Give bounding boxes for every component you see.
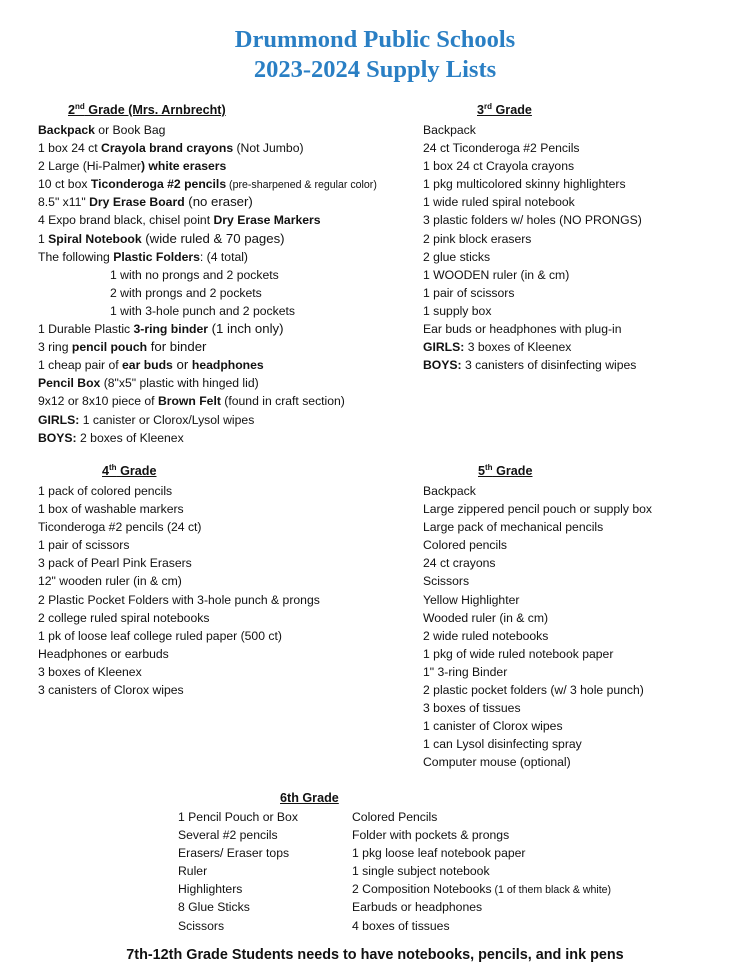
list-item (352, 826, 611, 844)
grade2-list (38, 121, 377, 447)
item-text: Plastic Folders (113, 249, 200, 264)
list-item (38, 320, 377, 338)
list-item (352, 808, 611, 826)
item-text: Spiral Notebook (48, 231, 142, 246)
grade3-heading: 3rd Grade (477, 101, 532, 117)
supply-lists-title: 2023-2024 Supply Lists (253, 56, 497, 83)
item-text: 1 can Lysol disinfecting spray (423, 737, 582, 752)
item-text: 2 glue sticks (423, 249, 491, 264)
item-text: 1 box 24 ct Crayola crayons (423, 159, 575, 174)
grade5-section (423, 482, 652, 772)
list-item (178, 880, 298, 898)
item-text: Ticonderoga #2 pencils (24 ct) (38, 520, 202, 535)
item-text: 1 Pencil Pouch or Box (178, 810, 298, 824)
list-item (178, 844, 298, 862)
item-text: 10 ct box (38, 177, 91, 192)
list-item (423, 681, 652, 699)
district-title: Drummond Public Schools (234, 26, 516, 53)
item-text: 2 Composition Notebooks (352, 882, 492, 897)
item-text: or Book Bag (94, 123, 166, 137)
item-text: Dry Erase Board (89, 195, 185, 210)
item-text: 1 pack of colored pencils (38, 484, 173, 498)
list-item (38, 500, 320, 518)
item-text: 12" wooden ruler (in & cm) (38, 574, 182, 589)
list-item (423, 356, 642, 374)
list-item (38, 121, 377, 139)
list-item (38, 645, 320, 663)
list-item (38, 591, 320, 609)
list-item (423, 302, 642, 320)
item-text: 2 with prongs and 2 pockets (110, 285, 262, 300)
list-item (38, 356, 377, 374)
list-item (38, 627, 320, 645)
grade4-section (38, 482, 320, 699)
grade4-heading: 4th Grade (102, 462, 157, 478)
item-text: ear buds (122, 358, 173, 373)
item-text: 1 supply box (423, 303, 492, 318)
list-item (38, 392, 377, 410)
item-text: 9x12 or 8x10 piece of (38, 394, 158, 409)
item-text: (pre-sharpened & regular color) (226, 179, 377, 192)
item-text: 2 pink block erasers (423, 231, 532, 246)
list-item (423, 518, 652, 536)
list-item (423, 735, 652, 753)
item-text: 4 Expo brand black, chisel point (38, 213, 214, 228)
item-text: 3 canisters of disinfecting wipes (461, 358, 637, 373)
item-text: Folder with pockets & prongs (352, 828, 510, 843)
grade5-list (423, 482, 652, 772)
item-text: 1 pkg of wide ruled notebook paper (423, 646, 614, 661)
item-text: (no eraser) (184, 194, 253, 210)
list-item (423, 536, 652, 554)
item-text: Ruler (178, 864, 208, 879)
item-text: 1 canister or Clorox/Lysol wipes (79, 412, 255, 427)
list-item (38, 518, 320, 536)
item-text: Wooded ruler (in & cm) (423, 610, 549, 625)
item-text: Scissors (423, 574, 470, 589)
list-item (423, 157, 642, 175)
item-text: 1 canister of Clorox wipes (423, 719, 563, 734)
item-text: 1 with 3-hole punch and 2 pockets (110, 303, 295, 318)
item-text: 3 ring (38, 340, 72, 355)
item-text: Backpack (38, 123, 95, 137)
grade6-heading: 6th Grade (280, 791, 339, 805)
item-text: Dry Erase Markers (213, 213, 321, 228)
item-text: Large zippered pencil pouch or supply box (423, 502, 653, 517)
item-text: for binder (147, 339, 207, 355)
list-item (38, 302, 377, 320)
list-item (38, 139, 377, 157)
item-text: 8 Glue Sticks (178, 900, 250, 915)
item-text: Backpack (423, 484, 476, 498)
item-text: 2 Large (Hi-Palmer (38, 159, 141, 174)
list-item (352, 880, 611, 898)
grade5-heading: 5th Grade (478, 462, 533, 478)
item-text: Backpack (423, 123, 476, 137)
item-text: : (4 total) (199, 249, 248, 264)
item-text: 3 canisters of Clorox wipes (38, 683, 184, 698)
item-text: 24 ct Ticonderoga #2 Pencils (423, 141, 580, 156)
item-text: 1 Durable Plastic (38, 322, 134, 337)
item-text: Colored Pencils (352, 810, 438, 824)
list-item (423, 266, 642, 284)
item-text: 24 ct crayons (423, 556, 496, 571)
item-text: 1 box of washable markers (38, 502, 184, 517)
list-item (423, 338, 642, 356)
list-item (38, 572, 320, 590)
list-item (423, 320, 642, 338)
item-text: 1 single subject notebook (352, 864, 490, 879)
item-text: (found in craft section) (220, 394, 345, 409)
item-text: 1 cheap pair of (38, 358, 123, 373)
list-item (423, 121, 642, 139)
list-item (423, 500, 652, 518)
grade2-heading: 2nd Grade (Mrs. Arnbrecht) (68, 101, 226, 117)
list-item (38, 609, 320, 627)
list-item (423, 627, 652, 645)
item-text: 2 wide ruled notebooks (423, 628, 549, 643)
list-item (423, 572, 652, 590)
item-text: (wide ruled & 70 pages) (141, 230, 285, 246)
item-text: 1 wide ruled spiral notebook (423, 195, 575, 210)
list-item (38, 536, 320, 554)
item-text: Colored pencils (423, 538, 508, 553)
item-text: Ear buds or headphones with plug-in (423, 322, 622, 337)
list-item (178, 898, 298, 916)
list-item (38, 429, 377, 447)
item-text: ) white erasers (140, 159, 227, 174)
list-item (38, 157, 377, 175)
item-text: 3 boxes of tissues (423, 701, 521, 716)
list-item (423, 717, 652, 735)
item-text: Highlighters (178, 882, 243, 897)
list-item (38, 175, 377, 193)
item-text: Earbuds or headphones (352, 900, 483, 915)
item-text: Computer mouse (optional) (423, 755, 571, 770)
item-text: 3 boxes of Kleenex (38, 664, 142, 679)
list-item (38, 211, 377, 229)
list-item (352, 898, 611, 916)
upper-grades-note: 7th-12th Grade Students needs to have notebooks, pencils, and ink pens (126, 947, 624, 963)
item-text: 2 college ruled spiral notebooks (38, 610, 210, 625)
list-item (38, 482, 320, 500)
list-item (352, 917, 611, 935)
item-text: 2 boxes of Kleenex (76, 430, 184, 445)
item-text: 3 boxes of Kleenex (464, 340, 572, 355)
list-item (423, 554, 652, 572)
list-item (178, 862, 298, 880)
item-text: Ticonderoga #2 pencils (90, 177, 227, 192)
list-item (423, 699, 652, 717)
item-text: 3 plastic folders w/ holes (NO PRONGS) (423, 213, 642, 228)
item-text: GIRLS: (423, 340, 465, 355)
list-item (423, 753, 652, 771)
list-item (38, 554, 320, 572)
item-text: 1 (38, 231, 49, 246)
list-item (178, 917, 298, 935)
list-item (423, 193, 642, 211)
list-item (423, 663, 652, 681)
item-text: 4 boxes of tissues (352, 918, 450, 933)
list-item (38, 663, 320, 681)
grade6-left-list (178, 808, 298, 935)
list-item (38, 338, 377, 356)
list-item (38, 284, 377, 302)
grade3-section (423, 121, 642, 374)
list-item (38, 193, 377, 211)
grade6-right-column (352, 808, 611, 935)
item-text: Brown Felt (157, 394, 221, 409)
list-item (178, 808, 298, 826)
list-item (352, 844, 611, 862)
item-text: 1 pk of loose leaf college ruled paper (500 ct) (38, 628, 282, 643)
list-item (178, 826, 298, 844)
list-item (423, 609, 652, 627)
list-item (423, 139, 642, 157)
item-text: GIRLS: (38, 412, 80, 427)
item-text: 1 pkg multicolored skinny highlighters (423, 177, 626, 192)
item-text: Yellow Highlighter (423, 592, 520, 607)
item-text: Large pack of mechanical pencils (423, 520, 604, 535)
item-text: Pencil Box (38, 376, 101, 391)
grade6-right-list (352, 808, 611, 935)
list-item (38, 230, 377, 248)
grade4-list (38, 482, 320, 699)
item-text: (Not Jumbo) (233, 141, 304, 156)
item-text: 1 box 24 ct (38, 141, 102, 156)
item-text: Several #2 pencils (178, 828, 278, 843)
item-text: 3-ring binder (133, 322, 208, 337)
list-item (423, 230, 642, 248)
list-item (38, 411, 377, 429)
item-text: 8.5" x11" (38, 195, 90, 210)
item-text: 1 pair of scissors (423, 285, 515, 300)
list-item (38, 374, 377, 392)
item-text: Erasers/ Eraser tops (178, 846, 290, 861)
item-text: The following (38, 249, 114, 264)
item-text: Crayola brand crayons (101, 141, 234, 156)
item-text: 1 pkg loose leaf notebook paper (352, 846, 526, 861)
item-text: 1 pair of scissors (38, 538, 130, 553)
list-item (423, 591, 652, 609)
list-item (423, 482, 652, 500)
item-text: 3 pack of Pearl Pink Erasers (38, 556, 192, 571)
item-text: or (172, 357, 192, 373)
list-item (423, 645, 652, 663)
list-item (423, 284, 642, 302)
list-item (38, 681, 320, 699)
item-text: 2 plastic pocket folders (w/ 3 hole punch) (423, 683, 644, 698)
item-text: 1 with no prongs and 2 pockets (110, 267, 279, 282)
item-text: BOYS: (38, 430, 77, 445)
list-item (423, 211, 642, 229)
item-text: 2 Plastic Pocket Folders with 3-hole punch & prongs (38, 592, 320, 607)
item-text: pencil pouch (71, 340, 148, 355)
item-text: headphones (191, 358, 264, 373)
item-text: (1 inch only) (208, 321, 284, 337)
list-item (38, 248, 377, 266)
item-text: 1" 3-ring Binder (423, 664, 508, 679)
list-item (352, 862, 611, 880)
grade2-section (38, 121, 377, 447)
grade3-list (423, 121, 642, 374)
item-text: Headphones or earbuds (38, 646, 169, 661)
item-text: (1 of them black & white) (491, 884, 612, 897)
item-text: (8"x5" plastic with hinged lid) (100, 376, 259, 391)
list-item (38, 266, 377, 284)
list-item (423, 175, 642, 193)
list-item (423, 248, 642, 266)
item-text: BOYS: (423, 358, 462, 373)
grade6-left-column (178, 808, 298, 935)
item-text: 1 WOODEN ruler (in & cm) (423, 267, 570, 282)
item-text: Scissors (178, 918, 225, 933)
